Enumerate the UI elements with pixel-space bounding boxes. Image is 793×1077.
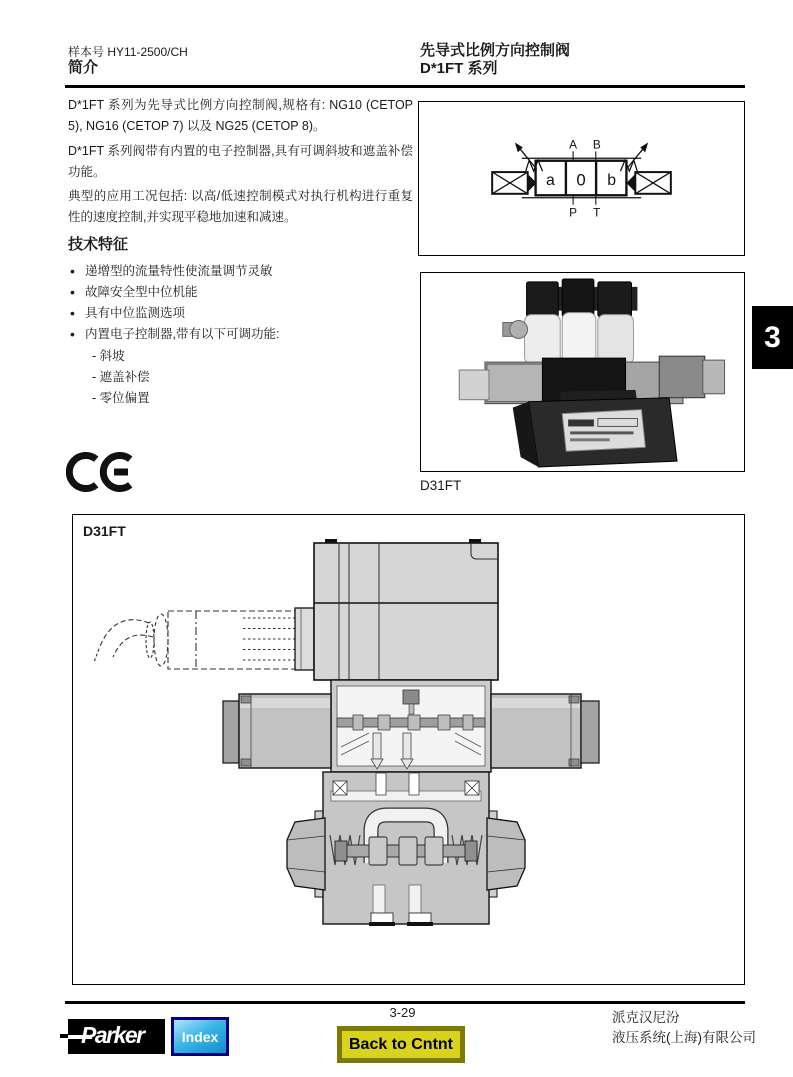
feature-bullet-4: • 内置电子控制器,带有以下可调功能: [85, 324, 405, 344]
hex-nut-left [287, 818, 325, 890]
page-number: 3-29 [389, 1005, 416, 1020]
drawing-box [72, 514, 745, 985]
electronics-housing [314, 539, 498, 680]
feature-bullet-2: • 故障安全型中位机能 [85, 282, 405, 302]
port-A: A [569, 137, 578, 152]
parker-logo [68, 1019, 165, 1054]
feature-sub-3: - 零位偏置 [92, 391, 150, 405]
features-heading: 技术特征 [68, 236, 129, 253]
intro-paragraph-2: D*1FT 系列阀带有内置的电子控制器,具有可调斜坡和遮盖补偿功能。 [68, 144, 413, 179]
port-B: B [592, 137, 601, 152]
drawing-label: D31FT [83, 523, 126, 539]
feature-bullet-1: • 递增型的流量特性使流量调节灵敏 [85, 261, 405, 281]
feature-sub-2: - 遮盖补偿 [92, 370, 150, 384]
position-0: 0 [576, 170, 586, 190]
port-P: P [569, 205, 578, 220]
solenoid-tube-left [223, 694, 331, 768]
main-stage-body [315, 772, 497, 926]
intro-paragraph-3: 典型的应用工况包括: 以高/低速控制模式对执行机构进行重复性的速度控制,并实现平稳地加速和减速。 [68, 189, 413, 224]
hex-nut-right [487, 818, 525, 890]
index-button[interactable]: Index [171, 1017, 229, 1056]
company-subsidiary: 液压系统(上海)有限公司 [612, 1030, 756, 1045]
parker-logo-text: Parker [81, 1022, 144, 1048]
position-b: b [607, 171, 616, 189]
connector-cable [94, 611, 298, 669]
solenoid-tube-right [491, 694, 599, 768]
back-to-content-button[interactable]: Back to Cntnt [337, 1026, 465, 1063]
footer-rule [65, 1001, 745, 1004]
valve-photo [421, 273, 744, 471]
header-rule [65, 85, 745, 88]
company-name: 派克汉尼汾 [612, 1010, 680, 1025]
product-title-line1: 先导式比例方向控制阀 [420, 42, 571, 59]
feature-bullet-3: • 具有中位监测选项 [85, 303, 405, 323]
schematic-box [418, 101, 745, 256]
catalog-number: 样本号 HY11-2500/CH [68, 45, 188, 59]
position-a: a [546, 171, 555, 189]
port-T: T [593, 205, 601, 220]
feature-sub-1: - 斜坡 [92, 349, 125, 363]
valve-schematic [419, 102, 744, 255]
chapter-tab: 3 [752, 306, 793, 369]
photo-caption: D31FT [420, 478, 462, 493]
photo-box [420, 272, 745, 472]
valve-cross-section [73, 515, 743, 983]
section-title: 简介 [68, 59, 99, 76]
solenoid-symbol-right [620, 142, 670, 193]
ce-mark-icon [66, 451, 142, 493]
intro-paragraph-1: D*1FT 系列为先导式比例方向控制阀,规格有: NG10 (CETOP 5), NG16 (CETOP 7) 以及 NG25 (CETOP 8)。 [68, 98, 413, 133]
product-title-line2: D*1FT 系列 [420, 60, 498, 77]
pilot-stage [331, 680, 491, 772]
